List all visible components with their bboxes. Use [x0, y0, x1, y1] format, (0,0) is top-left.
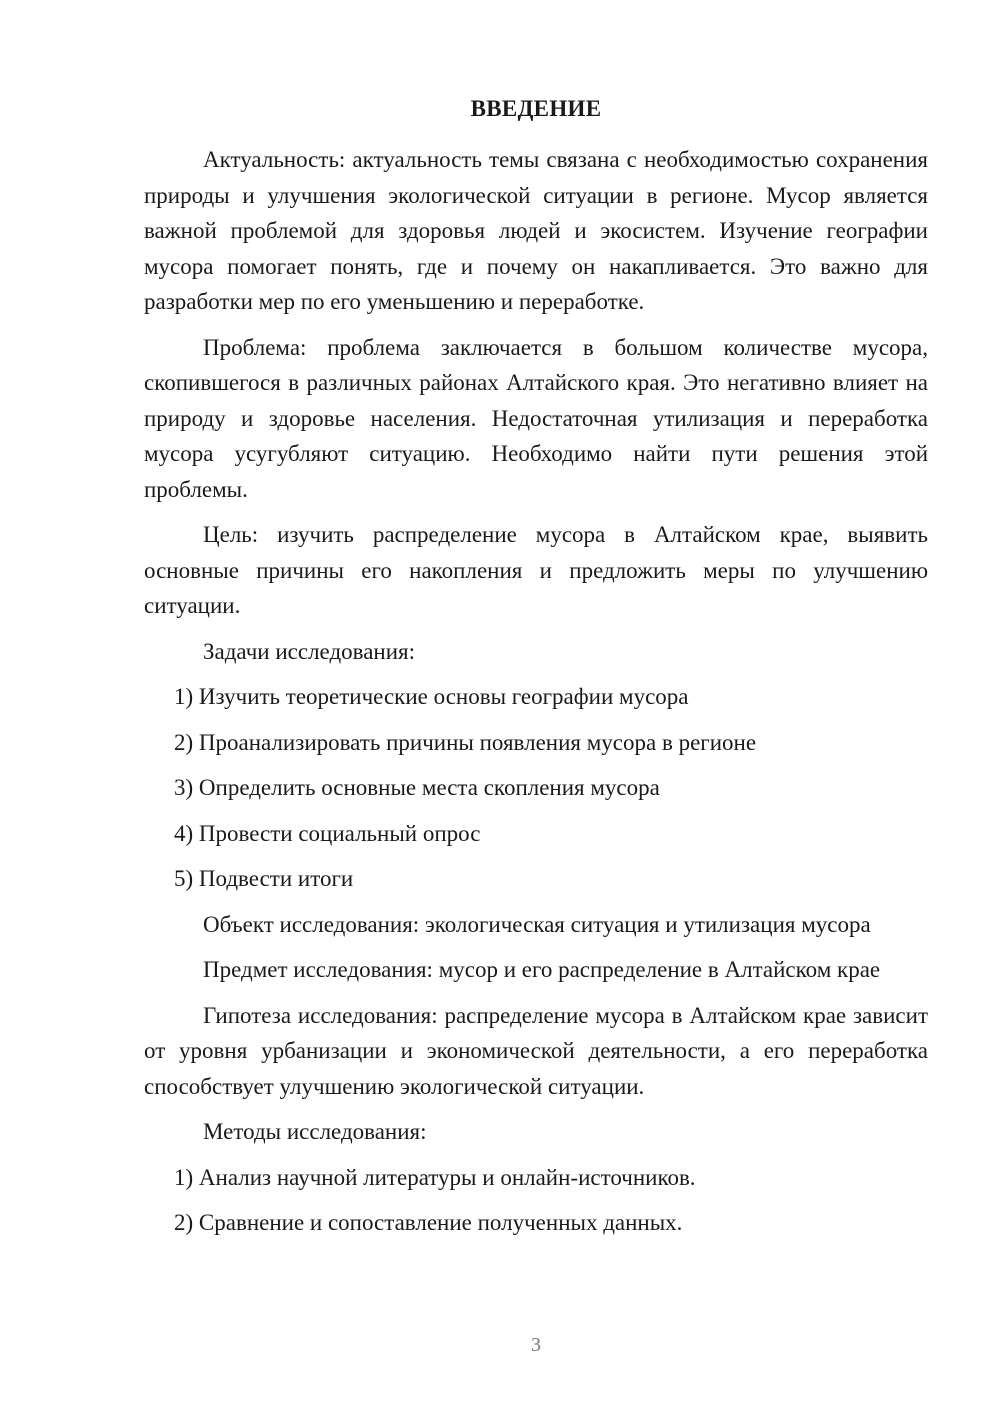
document-body — [144, 142, 928, 1251]
task-item: 4) Провести социальный опрос — [174, 820, 481, 846]
task-item: 5) Подвести итоги — [174, 866, 354, 891]
object-line: Объект исследования: экологическая ситуация и утилизация мусора — [203, 911, 871, 937]
task-item: 1) Изучить теоретические основы географии мусора — [174, 684, 689, 709]
page-number: 3 — [531, 1334, 541, 1356]
method-item: 1) Анализ научной литературы и онлайн-источников. — [174, 1164, 696, 1190]
relevance-paragraph: Актуальность: актуальность темы связана с необходимостью сохранения природы и улучшения экологической ситуации в регионе. Мусор является важной проблемой для здоровья людей и экосистем. Изучение географии мусора помогает понять, где и почему он накапливается. Это важно для разработки мер по его уменьшению и переработке. — [144, 147, 928, 314]
hypothesis-paragraph: Гипотеза исследования: распределение мусора в Алтайском крае зависит от уровня урбанизации и экономической деятельности, а его переработка способствует улучшению экологической ситуации. — [144, 1002, 928, 1099]
methods-heading: Методы исследования: — [203, 1119, 427, 1144]
method-item: 2) Сравнение и сопоставление полученных данных. — [174, 1210, 683, 1235]
section-title: ВВЕДЕНИЕ — [470, 96, 602, 121]
subject-paragraph: Предмет исследования: мусор и его распределение в Алтайском крае — [203, 957, 881, 982]
task-item: 3) Определить основные места скопления мусора — [174, 775, 660, 800]
task-item: 2) Проанализировать причины появления мусора в регионе — [174, 729, 757, 755]
tasks-heading: Задачи исследования: — [203, 638, 416, 664]
problem-paragraph: Проблема: проблема заключается в большом количестве мусора, скопившегося в различных районах Алтайского края. Это негативно влияет на природу и здоровье населения. Недостаточная утилизация и переработка мусора усугубляют ситуацию. Необходимо найти пути решения этой проблемы. — [144, 334, 928, 502]
goal-paragraph: Цель: изучить распределение мусора в Алтайском крае, выявить основные причины его накопления и предложить меры по улучшению ситуации. — [144, 522, 928, 618]
